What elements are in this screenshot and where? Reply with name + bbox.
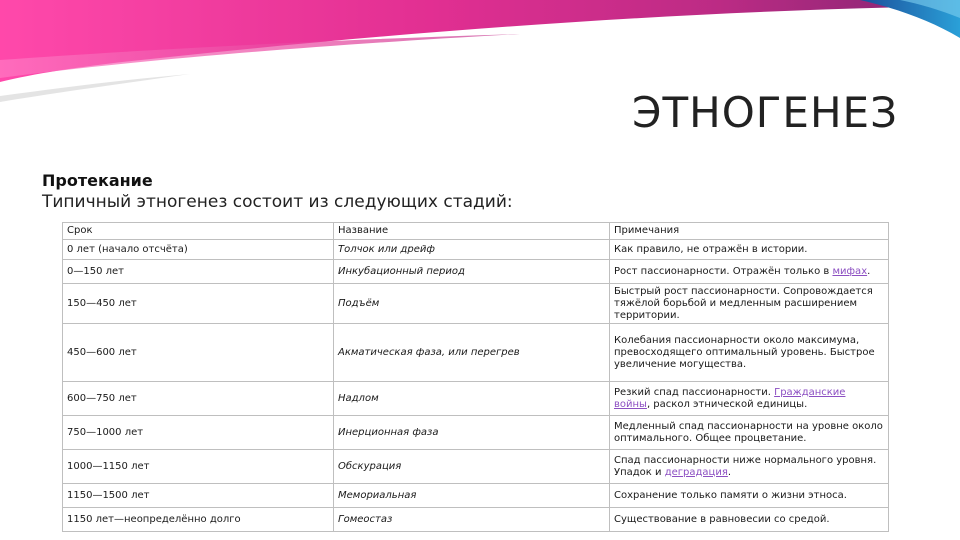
table-cell-notes: Колебания пассионарности около максимума, превосходящего оптимальный уровень. Быстрое увеличение могущества. bbox=[610, 324, 889, 382]
table-row bbox=[63, 484, 889, 508]
table-row bbox=[63, 450, 889, 484]
table-cell-notes: Сохранение только памяти о жизни этноса. bbox=[610, 484, 889, 508]
link-myths[interactable]: мифах bbox=[832, 265, 868, 277]
table-cell-notes: Быстрый рост пассионарности. Сопровождается тяжёлой борьбой и медленным расширением территории. bbox=[610, 284, 889, 324]
table-cell-term: 750—1000 лет bbox=[63, 416, 334, 450]
table-cell-term: 0 лет (начало отсчёта) bbox=[63, 240, 334, 260]
table-cell-name: Подъём bbox=[334, 284, 610, 324]
table-cell-term: Срок bbox=[63, 223, 334, 240]
notes-text: . bbox=[727, 466, 732, 478]
stages-table bbox=[62, 222, 889, 532]
table-cell-name: Название bbox=[334, 223, 610, 240]
link-civil-wars[interactable]: Гражданские войны bbox=[614, 386, 846, 410]
notes-text: Резкий спад пассионарности. bbox=[614, 386, 775, 398]
table-cell-term: 600—750 лет bbox=[63, 382, 334, 416]
table-row bbox=[63, 324, 889, 382]
table-cell-term: 1150 лет—неопределённо долго bbox=[63, 508, 334, 532]
table-cell-name: Гомеостаз bbox=[334, 508, 610, 532]
notes-text: Спад пассионарности ниже нормального уровня. Упадок и bbox=[614, 454, 877, 478]
table-row bbox=[63, 260, 889, 284]
table-cell-term: 0—150 лет bbox=[63, 260, 334, 284]
table-cell-term: 1000—1150 лет bbox=[63, 450, 334, 484]
table-row bbox=[63, 508, 889, 532]
table-cell-notes bbox=[610, 260, 889, 284]
table-cell-name: Обскурация bbox=[334, 450, 610, 484]
table-cell-notes bbox=[610, 382, 889, 416]
table-row bbox=[63, 416, 889, 450]
table-cell-term: 450—600 лет bbox=[63, 324, 334, 382]
table-row bbox=[63, 240, 889, 260]
notes-text: Рост пассионарности. Отражён только в bbox=[614, 265, 833, 277]
table-cell-notes: Существование в равновесии со средой. bbox=[610, 508, 889, 532]
section-heading: Протекание bbox=[42, 171, 153, 190]
table-row bbox=[63, 382, 889, 416]
table-cell-notes: Медленный спад пассионарности на уровне около оптимального. Общее процветание. bbox=[610, 416, 889, 450]
table-cell-term: 150—450 лет bbox=[63, 284, 334, 324]
section-subheading: Типичный этногенез состоит из следующих стадий: bbox=[42, 192, 513, 212]
table-cell-notes: Как правило, не отражён в истории. bbox=[610, 240, 889, 260]
table-cell-name: Надлом bbox=[334, 382, 610, 416]
table-cell-term: 1150—1500 лет bbox=[63, 484, 334, 508]
table-row bbox=[63, 223, 889, 240]
table-cell-name: Толчок или дрейф bbox=[334, 240, 610, 260]
table-cell-notes bbox=[610, 450, 889, 484]
table-cell-name: Инкубационный период bbox=[334, 260, 610, 284]
table-row bbox=[63, 284, 889, 324]
table-cell-name: Инерционная фаза bbox=[334, 416, 610, 450]
table-cell-name: Мемориальная bbox=[334, 484, 610, 508]
slide-title: ЭТНОГЕНЕЗ bbox=[632, 88, 898, 137]
table-cell-notes: Примечания bbox=[610, 223, 889, 240]
link-degradation[interactable]: деградация bbox=[664, 466, 728, 478]
notes-text: , раскол этнической единицы. bbox=[646, 398, 808, 410]
table-cell-name: Акматическая фаза, или перегрев bbox=[334, 324, 610, 382]
notes-text: . bbox=[867, 265, 871, 277]
